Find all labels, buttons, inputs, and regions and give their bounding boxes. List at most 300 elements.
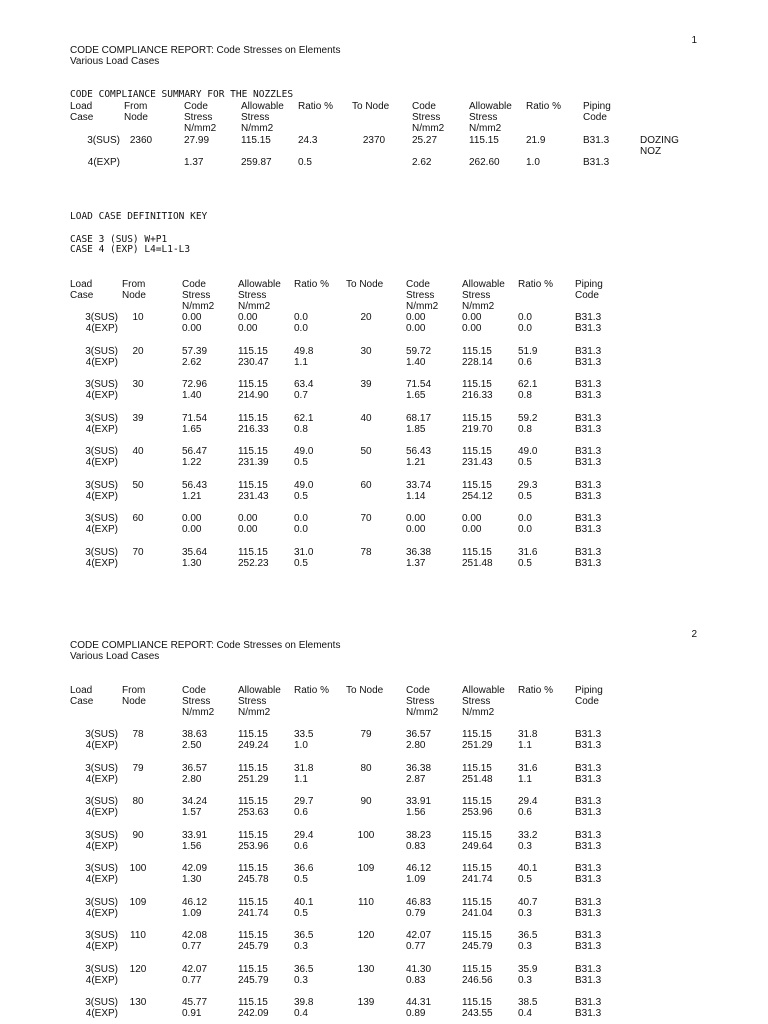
- cell-allowable: [462, 897, 514, 919]
- cell-load-line: 4(EXP): [85, 457, 118, 468]
- cell-code-stress: [182, 830, 232, 852]
- cell-load-line: 4(EXP): [85, 974, 118, 986]
- cell-allow2: 262.60: [469, 157, 500, 168]
- cell-allowable-line: 245.79: [462, 941, 493, 952]
- cell-ratio: [518, 796, 562, 818]
- cell-allowable-line: 115.15: [462, 796, 492, 807]
- cell-code-stress-line: 1.21: [406, 457, 426, 468]
- cell-allowable: [238, 863, 290, 885]
- cell-allowable-line: 115.15: [238, 479, 268, 491]
- header-stress1-line: Stress: [182, 290, 211, 301]
- cell-ratio: [294, 763, 338, 785]
- header-stress1-line: Code: [184, 101, 208, 112]
- cell-piping-code-line: B31.3: [575, 323, 602, 334]
- cell-code-stress: [182, 997, 232, 1019]
- header-allow1-line: Allowable: [238, 279, 281, 290]
- cell-ratio: [294, 346, 338, 368]
- header-code-line: Code: [575, 696, 599, 707]
- cell-to-node: 78: [360, 546, 372, 558]
- cell-allowable: [238, 897, 290, 919]
- report-title: CODE COMPLIANCE REPORT: Code Stresses on Elements: [70, 640, 341, 651]
- header-load-line: Case: [70, 290, 94, 301]
- cell-code-stress: [182, 312, 232, 334]
- cell-code-stress: [182, 863, 232, 885]
- header-stress2-line: N/mm2: [406, 301, 439, 312]
- cell-ratio: [294, 796, 338, 818]
- cell-allowable-line: 115.15: [238, 345, 268, 357]
- cell-allowable-line: 115.15: [238, 829, 268, 841]
- cell-load-line: 3(SUS): [85, 446, 118, 457]
- cell-load: 3(SUS): [87, 135, 120, 146]
- cell-code-stress: [406, 729, 456, 751]
- cell-from-node: 90: [132, 829, 144, 841]
- cell-load-line: 4(EXP): [85, 323, 118, 334]
- cell-ratio-line: 59.2: [518, 412, 538, 424]
- header-stress1: [182, 685, 232, 718]
- cell-ratio-line: 1.1: [294, 356, 308, 368]
- header-stress2: [406, 685, 456, 718]
- cell-allowable: [462, 413, 514, 435]
- cell-ratio: [518, 763, 562, 785]
- cell-allowable: [238, 547, 290, 569]
- cell-allowable-line: 115.15: [462, 379, 492, 390]
- cell-ratio: [518, 413, 562, 435]
- cell-stress1: 1.37: [184, 157, 204, 168]
- cell-code-stress-line: 2.50: [182, 740, 202, 751]
- cell-allowable-line: 249.24: [238, 740, 269, 751]
- cell-ratio-line: 51.9: [518, 345, 538, 357]
- cell-from-node: 78: [132, 729, 144, 740]
- cell-code-stress-line: 36.38: [406, 762, 432, 774]
- cell-allowable-line: 115.15: [462, 829, 492, 841]
- cell-to-node: 40: [360, 412, 372, 424]
- cell-allowable-line: 231.43: [462, 457, 493, 468]
- cell-load: [70, 763, 118, 785]
- cell-from-node: 130: [129, 997, 147, 1008]
- cell-ratio-line: 49.0: [294, 446, 314, 457]
- cell-load-line: 3(SUS): [85, 345, 118, 357]
- cell-allowable-line: 115.15: [462, 997, 492, 1008]
- cell-ratio: [518, 930, 562, 952]
- cell-ratio-line: 31.6: [518, 546, 538, 558]
- header-allow2: [462, 279, 514, 312]
- cell-code-stress: [406, 863, 456, 885]
- header-code: [575, 279, 620, 301]
- cell-ratio: [518, 446, 562, 468]
- cell-load-line: 3(SUS): [85, 729, 118, 740]
- cell-ratio-line: 0.5: [518, 457, 532, 468]
- cell-to-node: 79: [360, 729, 372, 740]
- cell-load-line: 3(SUS): [85, 863, 118, 874]
- cell-ratio-line: 0.5: [518, 490, 532, 502]
- header-to-line: To Node: [346, 685, 384, 696]
- cell-code-stress-line: 41.30: [406, 963, 432, 975]
- cell-code-stress-line: 1.65: [406, 390, 426, 401]
- cell-code-stress-line: 45.77: [182, 997, 208, 1008]
- cell-load-line: 3(SUS): [85, 762, 118, 774]
- cell-code: B31.3: [583, 157, 610, 168]
- report-title: CODE COMPLIANCE REPORT: Code Stresses on Elements: [70, 45, 341, 56]
- cell-load: [70, 830, 118, 852]
- cell-load: [70, 446, 118, 468]
- cell-ratio-line: 36.5: [294, 963, 314, 975]
- cell-piping-code-line: B31.3: [575, 974, 602, 986]
- cell-allowable: [462, 796, 514, 818]
- cell-allowable-line: 231.43: [238, 490, 269, 502]
- cell-allowable-line: 0.00: [462, 524, 482, 535]
- cell-code-stress: [406, 413, 456, 435]
- cell-piping-code-line: B31.3: [575, 941, 602, 952]
- header-stress2-line: N/mm2: [406, 707, 439, 718]
- header-allow2-line: N/mm2: [462, 707, 495, 718]
- cell-ratio-line: 38.5: [518, 997, 538, 1008]
- header-from: [124, 101, 158, 123]
- cell-ratio-line: 31.0: [294, 546, 314, 558]
- cell-to-node: 20: [360, 312, 372, 323]
- cell-ratio: [294, 729, 338, 751]
- cell-ratio-line: 0.0: [518, 524, 532, 535]
- cell-ratio: [518, 830, 562, 852]
- cell-allowable-line: 246.56: [462, 974, 493, 986]
- cell-allowable-line: 115.15: [462, 729, 492, 740]
- cell-ratio-line: 0.0: [294, 312, 308, 323]
- page-number: 1: [691, 35, 697, 46]
- header-stress1-line: N/mm2: [182, 301, 215, 312]
- cell-ratio-line: 1.1: [518, 740, 532, 751]
- cell-code-stress-line: 0.83: [406, 840, 426, 852]
- cell-piping-code-line: B31.3: [575, 829, 602, 841]
- cell-allowable: [238, 379, 290, 401]
- cell-ratio-line: 0.3: [518, 974, 532, 986]
- cell-to-node: 60: [360, 479, 372, 491]
- header-stress1-line: N/mm2: [182, 707, 215, 718]
- cell-piping-code-line: B31.3: [575, 446, 602, 457]
- cell-load-line: 4(EXP): [85, 524, 118, 535]
- cell-code-stress: [406, 312, 456, 334]
- header-from: [122, 685, 154, 707]
- cell-code-stress: [406, 897, 456, 919]
- cell-load: [70, 312, 118, 334]
- header-stress2-line: Code: [406, 685, 430, 696]
- cell-code-stress-line: 71.54: [406, 379, 432, 390]
- cell-piping-code-line: B31.3: [575, 740, 602, 751]
- cell-allowable-line: 252.23: [238, 557, 269, 569]
- cell-code-stress-line: 1.09: [406, 874, 426, 885]
- page-number: 2: [691, 629, 697, 640]
- header-stress1: [184, 101, 234, 134]
- cell-piping-code: [575, 863, 620, 885]
- header-load-line: Load: [70, 101, 93, 112]
- cell-ratio-line: 36.5: [518, 930, 538, 941]
- cell-code-stress-line: 42.08: [182, 930, 208, 941]
- cell-to-node: 30: [360, 345, 372, 357]
- header-allow2-line: Allowable: [462, 685, 505, 696]
- cell-allowable-line: 249.64: [462, 840, 493, 852]
- cell-ratio-line: 31.6: [518, 762, 538, 774]
- cell-allowable: [462, 930, 514, 952]
- cell-code-stress-line: 38.23: [406, 829, 432, 841]
- cell-allowable-line: 115.15: [238, 729, 268, 740]
- cell-piping-code-line: B31.3: [575, 807, 602, 818]
- cell-allowable: [462, 830, 514, 852]
- cell-ratio: [294, 547, 338, 569]
- cell-piping-code: [575, 897, 620, 919]
- cell-code-stress: [182, 897, 232, 919]
- cell-allowable-line: 115.15: [462, 479, 492, 491]
- cell-load-line: 3(SUS): [85, 412, 118, 424]
- cell-code-stress-line: 0.77: [182, 941, 202, 952]
- header-load: [70, 279, 118, 301]
- cell-code-stress-line: 1.09: [182, 907, 202, 919]
- cell-allowable: [238, 480, 290, 502]
- cell-code-stress-line: 36.57: [406, 729, 432, 740]
- cell-piping-code: [575, 830, 620, 852]
- cell-load: 4(EXP): [87, 157, 120, 168]
- cell-load-line: 4(EXP): [85, 840, 118, 852]
- cell-piping-code-line: B31.3: [575, 345, 602, 357]
- cell-allowable-line: 115.15: [238, 963, 268, 975]
- cell-piping-code-line: B31.3: [575, 773, 602, 785]
- cell-ratio: [518, 346, 562, 368]
- cell-ratio-line: 29.7: [294, 796, 314, 807]
- cell-code-stress: [182, 346, 232, 368]
- cell-code-stress-line: 0.00: [406, 323, 426, 334]
- cell-allowable-line: 115.15: [238, 379, 268, 390]
- cell-stress1: 27.99: [184, 135, 210, 146]
- cell-allowable-line: 228.14: [462, 356, 493, 368]
- header-allow1-line: Stress: [238, 290, 267, 301]
- cell-code-stress-line: 0.00: [406, 524, 426, 535]
- cell-ratio-line: 0.5: [294, 874, 308, 885]
- cell-ratio: [294, 964, 338, 986]
- cell-code-stress-line: 1.56: [406, 807, 426, 818]
- cell-ratio: [294, 312, 338, 334]
- cell-from: 2360: [129, 135, 153, 146]
- header-allow1-line: Allowable: [241, 101, 284, 112]
- cell-load-line: 4(EXP): [85, 773, 118, 785]
- cell-load-line: 3(SUS): [85, 796, 118, 807]
- cell-to-node: 90: [360, 796, 372, 807]
- cell-piping-code-line: B31.3: [575, 356, 602, 368]
- header-code: [583, 101, 628, 123]
- cell-load-line: 3(SUS): [85, 963, 118, 975]
- header-load-line: Load: [70, 279, 93, 290]
- cell-allowable-line: 115.15: [238, 412, 268, 424]
- cell-load: [70, 729, 118, 751]
- cell-load: [70, 997, 118, 1019]
- cell-code-stress-line: 46.83: [406, 896, 432, 908]
- cell-allowable-line: 219.70: [462, 423, 493, 435]
- header-ratio1: [294, 685, 338, 696]
- header-allow1-line: Allowable: [238, 685, 281, 696]
- cell-code-stress-line: 71.54: [182, 412, 208, 424]
- cell-load-line: 3(SUS): [85, 997, 118, 1008]
- cell-allowable-line: 242.09: [238, 1008, 269, 1019]
- cell-piping-code: [575, 997, 620, 1019]
- header-allow2-line: Stress: [469, 112, 498, 123]
- load-case-key-title: LOAD CASE DEFINITION KEY: [70, 211, 208, 222]
- header-stress1-line: Code: [182, 685, 206, 696]
- cell-code-stress: [182, 480, 232, 502]
- cell-allow1: 115.15: [241, 135, 271, 146]
- header-stress2-line: Stress: [406, 290, 435, 301]
- cell-code-stress-line: 56.47: [182, 446, 208, 457]
- cell-ratio-line: 63.4: [294, 379, 314, 390]
- cell-from-node: 10: [132, 312, 144, 323]
- report-subtitle: Various Load Cases: [70, 651, 160, 662]
- header-code-line: Piping: [575, 685, 603, 696]
- cell-allowable-line: 0.00: [238, 323, 258, 334]
- cell-to-node: 130: [357, 963, 375, 975]
- cell-piping-code: [575, 930, 620, 952]
- cell-code-stress-line: 0.79: [406, 907, 426, 919]
- cell-code-stress: [406, 547, 456, 569]
- cell-code-stress-line: 33.74: [406, 479, 432, 491]
- cell-piping-code: [575, 796, 620, 818]
- header-ratio2: [518, 279, 562, 290]
- cell-code-stress: [182, 513, 232, 535]
- cell-piping-code-line: B31.3: [575, 896, 602, 908]
- cell-ratio-line: 62.1: [518, 379, 538, 390]
- cell-load: [70, 547, 118, 569]
- cell-ratio-line: 0.6: [294, 840, 308, 852]
- header-ratio2: [526, 101, 570, 112]
- cell-piping-code-line: B31.3: [575, 379, 602, 390]
- cell-code-stress: [182, 729, 232, 751]
- header-load: [70, 685, 118, 707]
- cell-allowable-line: 243.55: [462, 1008, 493, 1019]
- cell-ratio-line: 0.3: [518, 840, 532, 852]
- cell-allowable-line: 254.12: [462, 490, 493, 502]
- cell-allowable-line: 241.74: [462, 874, 493, 885]
- cell-allowable-line: 245.79: [238, 974, 269, 986]
- cell-allowable-line: 245.78: [238, 874, 269, 885]
- header-from-line: Node: [122, 696, 146, 707]
- cell-allowable-line: 253.96: [462, 807, 493, 818]
- cell-allowable: [462, 763, 514, 785]
- cell-allowable-line: 214.90: [238, 390, 269, 401]
- cell-ratio-line: 0.8: [294, 423, 308, 435]
- cell-allowable: [238, 446, 290, 468]
- cell-allowable: [238, 413, 290, 435]
- cell-allowable: [238, 796, 290, 818]
- header-allow1-line: N/mm2: [238, 301, 271, 312]
- cell-load-line: 3(SUS): [85, 829, 118, 841]
- cell-piping-code: [575, 413, 620, 435]
- cell-allowable-line: 216.33: [238, 423, 269, 435]
- cell-code-stress: [406, 997, 456, 1019]
- cell-allowable: [238, 312, 290, 334]
- header-code-line: Code: [575, 290, 599, 301]
- cell-code-stress: [406, 480, 456, 502]
- cell-allowable: [462, 379, 514, 401]
- header-allow1: [238, 685, 290, 718]
- header-to-line: To Node: [346, 279, 384, 290]
- cell-allowable-line: 115.15: [238, 546, 268, 558]
- cell-ratio: [294, 863, 338, 885]
- cell-piping-code-line: B31.3: [575, 997, 602, 1008]
- cell-allowable-line: 115.15: [462, 896, 492, 908]
- cell-code-stress: [406, 796, 456, 818]
- cell-ratio: [518, 964, 562, 986]
- cell-load: [70, 796, 118, 818]
- cell-from-node: 79: [132, 762, 144, 774]
- cell-code-stress-line: 46.12: [406, 863, 432, 874]
- cell-ratio: [518, 513, 562, 535]
- header-from: [122, 279, 154, 301]
- cell-load-line: 4(EXP): [85, 1008, 118, 1019]
- cell-ratio-line: 33.2: [518, 829, 538, 841]
- cell-piping-code-line: B31.3: [575, 412, 602, 424]
- header-to: [346, 279, 386, 290]
- cell-ratio: [294, 513, 338, 535]
- cell-allowable-line: 241.04: [462, 907, 493, 919]
- cell-ratio-line: 40.1: [294, 896, 314, 908]
- header-ratio2: [518, 685, 562, 696]
- cell-allowable-line: 115.15: [462, 930, 492, 941]
- cell-ratio: [294, 897, 338, 919]
- header-from-line: Node: [124, 112, 148, 123]
- cell-ratio1: 24.3: [298, 135, 318, 146]
- header-allow2-line: Allowable: [462, 279, 505, 290]
- cell-load-line: 4(EXP): [85, 557, 118, 569]
- cell-ratio-line: 33.5: [294, 729, 314, 740]
- cell-ratio-line: 0.0: [294, 323, 308, 334]
- cell-ratio-line: 0.6: [294, 807, 308, 818]
- header-load-line: Load: [70, 685, 93, 696]
- header-stress2-line: Code: [412, 101, 436, 112]
- cell-ratio-line: 1.0: [294, 740, 308, 751]
- cell-code-stress-line: 36.57: [182, 762, 208, 774]
- cell-piping-code-line: B31.3: [575, 546, 602, 558]
- cell-ratio-line: 0.8: [518, 390, 532, 401]
- header-code-line: Piping: [575, 279, 603, 290]
- cell-code-stress-line: 36.38: [406, 546, 432, 558]
- cell-allowable: [238, 763, 290, 785]
- cell-allowable-line: 245.79: [238, 941, 269, 952]
- cell-load: [70, 346, 118, 368]
- cell-ratio-line: 0.0: [518, 312, 532, 323]
- cell-code-stress-line: 0.89: [406, 1008, 426, 1019]
- cell-allowable: [462, 547, 514, 569]
- cell-ratio-line: 62.1: [294, 412, 314, 424]
- cell-note: [640, 135, 700, 157]
- cell-allowable-line: 253.63: [238, 807, 269, 818]
- cell-load: [70, 480, 118, 502]
- cell-ratio1: 0.5: [298, 157, 312, 168]
- cell-allowable-line: 251.29: [238, 773, 269, 785]
- cell-ratio: [294, 997, 338, 1019]
- cell-to-node: 80: [360, 762, 372, 774]
- header-load-line: Case: [70, 696, 94, 707]
- cell-ratio-line: 36.6: [294, 863, 314, 874]
- header-from-line: From: [122, 685, 146, 696]
- cell-ratio-line: 0.6: [518, 356, 532, 368]
- cell-allowable: [238, 930, 290, 952]
- cell-code-stress-line: 56.43: [182, 479, 208, 491]
- cell-ratio-line: 0.4: [294, 1008, 308, 1019]
- cell-ratio-line: 49.0: [294, 479, 314, 491]
- header-stress2: [406, 279, 456, 312]
- header-from-line: From: [122, 279, 146, 290]
- cell-ratio-line: 31.8: [294, 762, 314, 774]
- cell-piping-code-line: B31.3: [575, 762, 602, 774]
- cell-code-stress: [406, 964, 456, 986]
- cell-allowable-line: 115.15: [238, 762, 268, 774]
- cell-ratio: [294, 413, 338, 435]
- cell-piping-code-line: B31.3: [575, 490, 602, 502]
- cell-code-stress-line: 33.91: [406, 796, 432, 807]
